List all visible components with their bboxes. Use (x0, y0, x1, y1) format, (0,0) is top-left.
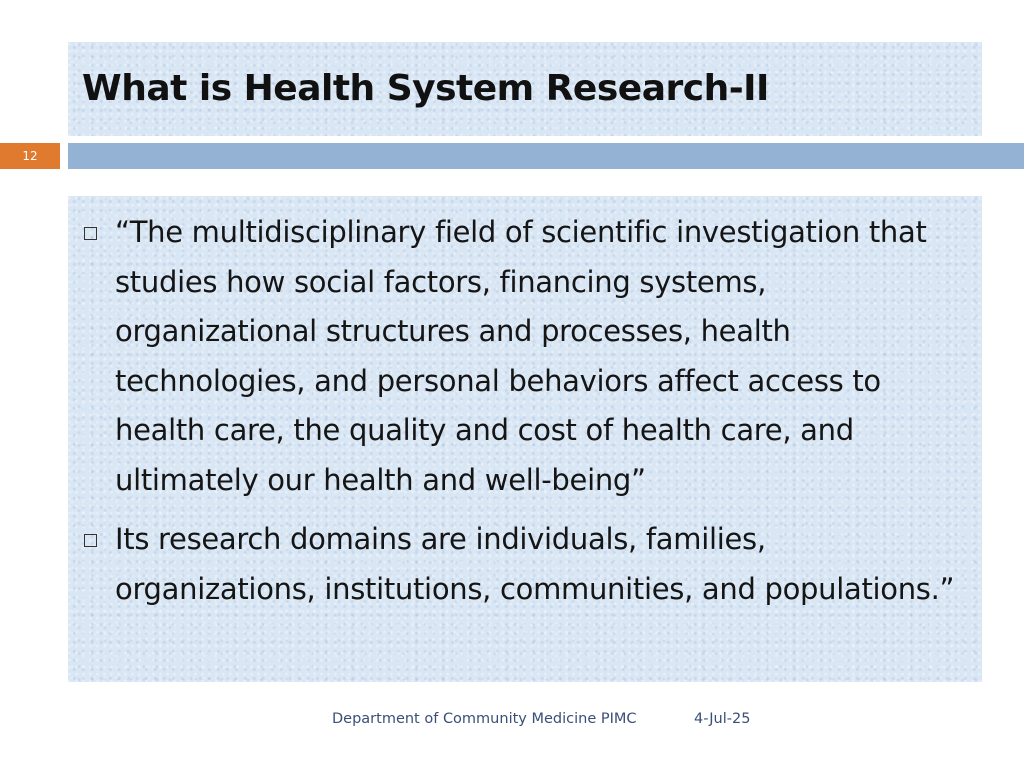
footer-date: 4-Jul-25 (694, 711, 751, 727)
bullet-item-definition (82, 208, 972, 505)
footer-department: Department of Community Medicine PIMC (332, 711, 637, 727)
bullet-item-domains (82, 515, 972, 614)
slide-number: 12 (0, 143, 60, 169)
title-panel (68, 42, 982, 136)
slide-title: What is Health System Research-II (82, 68, 769, 109)
square-bullet-icon (84, 534, 97, 547)
accent-bar (68, 143, 1024, 169)
bullet-list (82, 208, 972, 624)
square-bullet-icon (84, 227, 97, 240)
bullet-text: Its research domains are individuals, families, organizations, institutions, communities, and populations.” (115, 522, 955, 606)
bullet-text: “The multidisciplinary field of scientific investigation that studies how social factors, financing systems, organizational structures and processes, health technologies, and personal behaviors affect access to health care, the quality and cost of health care, and ultimately our health and well-being” (115, 215, 927, 497)
content-panel (68, 196, 982, 682)
